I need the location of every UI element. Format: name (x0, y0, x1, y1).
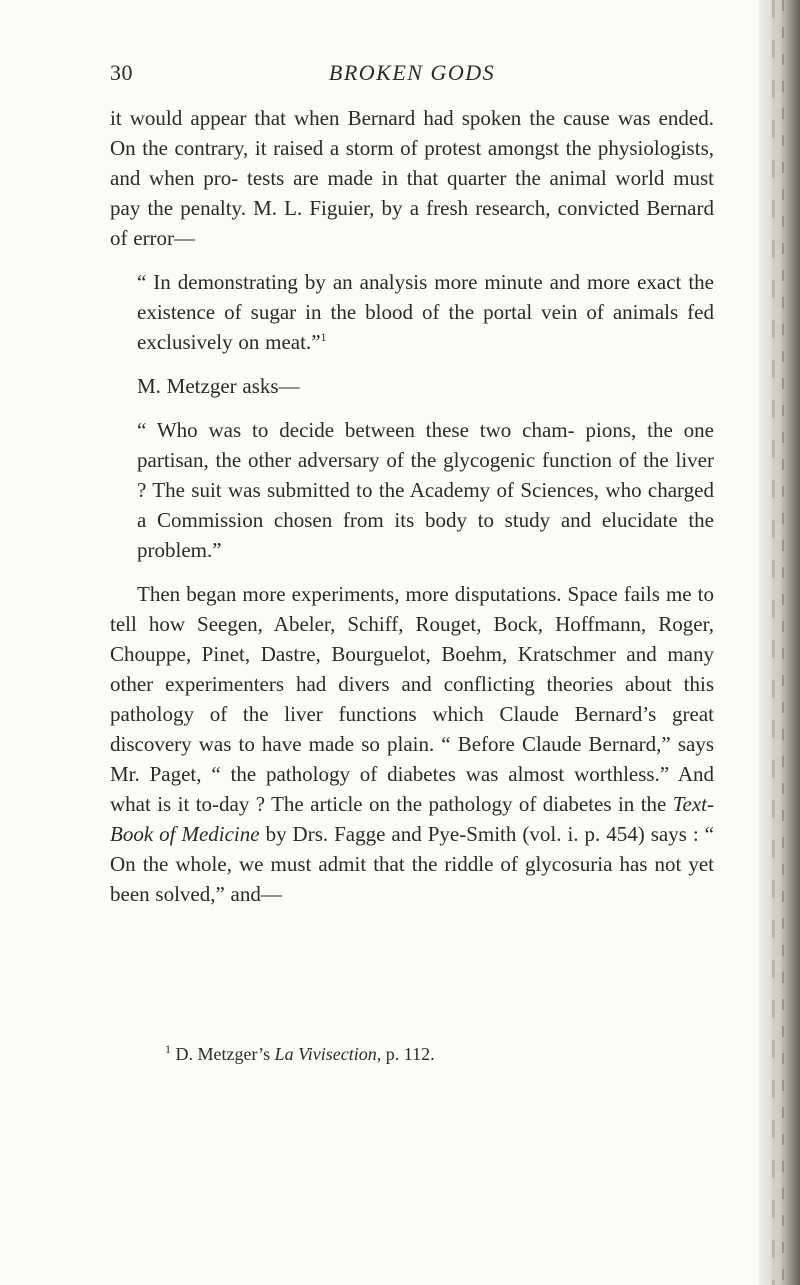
paragraph-metzger-asks: M. Metzger asks— (137, 374, 300, 398)
footnote (165, 1042, 435, 1066)
book-title: Text-Book of Medicine (110, 792, 714, 846)
quote-figuier (110, 267, 714, 357)
body-text (110, 103, 714, 909)
page-header (110, 60, 714, 92)
paragraph-experiments-end: by Drs. Fagge and Pye-Smith (vol. i. p. 454) says : “ On the whole, we must admit that the riddle of glycosuria has not yet been solved,” and— (110, 822, 715, 906)
paragraph-experiments (110, 579, 714, 909)
running-title: BROKEN GODS (328, 60, 496, 85)
paragraph-experiments-text: Then began more experiments, more disputations. Space fails me to tell how Seegen, Abeler, Schiff, Rouget, Bock, Hoffmann, Roger, Chouppe, Pinet, Dastre, Bourguelot, Boehm, Kratschmer and many other experimenters had divers and conflicting theories about this pathology of the liver functions which Claude Bernard’s great discovery was to have made so plain. “ Before Claude Bernard,” says Mr. Paget, “ the pathology of diabetes was almost worthless.” And what is it to-day ? The article on the pathology of diabetes in the (110, 582, 714, 816)
footnote-text-after: , p. 112. (376, 1044, 435, 1064)
page-number: 30 (110, 60, 133, 85)
footnote-text-before: D. Metzger’s (175, 1044, 271, 1064)
footnote-reference: 1 (320, 330, 327, 344)
footnote-italic-title: La Vivisection (274, 1044, 377, 1064)
quote-metzger: “ Who was to decide between these two cham- pions, the one partisan, the other adversary of the glycogenic function of the liver ? The suit was submitted to the Academy of Sciences, who charged a Commission chosen from its body to study and elucidate the problem.” (137, 418, 714, 562)
quote-figuier-text: “ In demonstrating by an analysis more minute and more exact the existence of sugar in the blood of the portal vein of animals fed exclusively on meat.” (137, 270, 714, 354)
paragraph-intro: it would appear that when Bernard had spoken the cause was ended. On the contrary, it raised a storm of protest amongst the physiologists, and when pro- tests are made in that quarter the animal world must pay the penalty. M. L. Figuier, by a fresh research, convicted Bernard of error— (110, 106, 714, 250)
page-edge-shadow (758, 0, 800, 1285)
footnote-marker: 1 (165, 1042, 171, 1056)
